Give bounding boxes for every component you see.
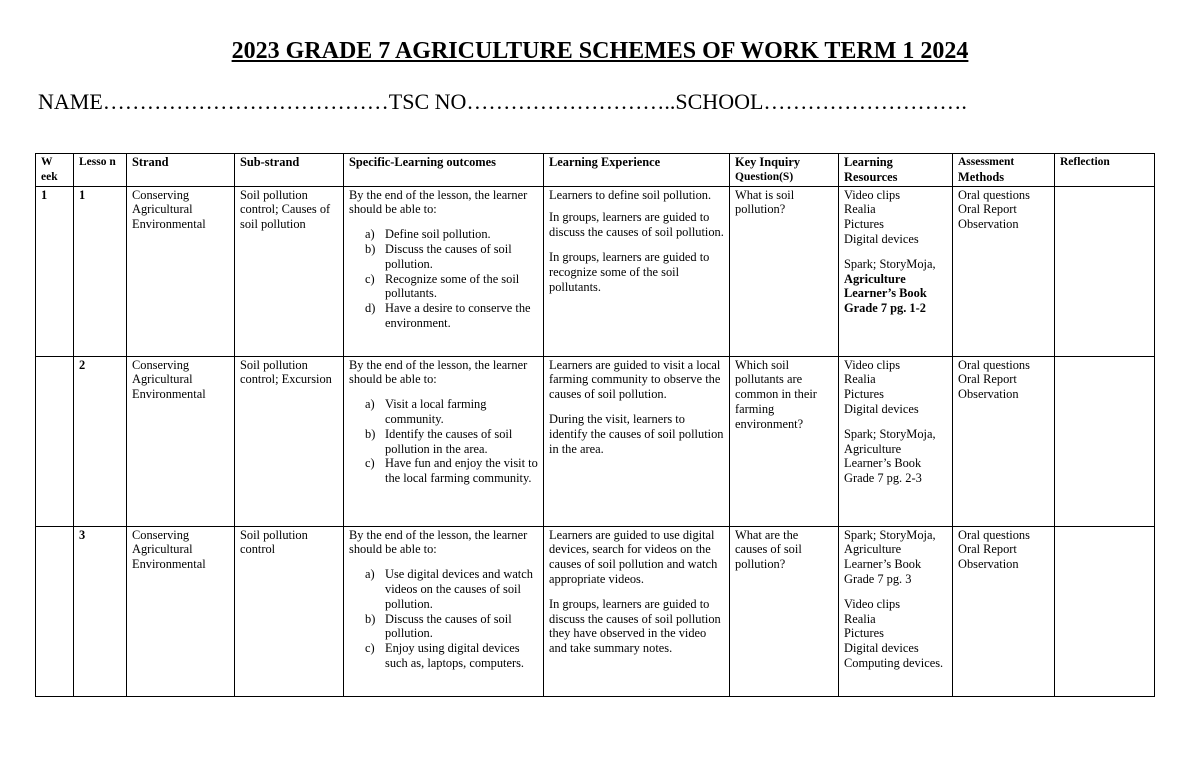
header-inquiry-line2: Question(S) <box>735 170 794 183</box>
outcome-text: Use digital devices and watch videos on the causes of soil pollution. <box>385 567 533 611</box>
document-title: 2023 GRADE 7 AGRICULTURE SCHEMES OF WORK TERM 1 2024 <box>231 38 969 64</box>
cell-strand: Conserving Agricultural Environmental <box>127 526 235 696</box>
outcomes-lead: By the end of the lesson, the learner should be able to: <box>349 527 528 557</box>
resource-item: Pictures <box>844 626 884 641</box>
header-week: W eek <box>36 154 74 187</box>
header-assessment-line1: Assessment <box>958 156 1015 168</box>
resource-item: Computing devices. <box>844 655 944 670</box>
resource-item: Digital devices <box>844 401 919 416</box>
outcome-text: Define soil pollution. <box>385 227 491 242</box>
outcome-mark: a) <box>365 397 375 412</box>
header-substrand: Sub-strand <box>235 154 344 187</box>
assessment-item: Oral questions <box>958 527 1030 542</box>
resource-book: Agriculture Learner’s Book Grade 7 pg. 1-2 <box>844 271 927 316</box>
resource-spark: Spark; StoryMoja, <box>844 256 936 271</box>
assessment-item: Oral questions <box>958 357 1030 372</box>
cell-outcomes <box>344 526 544 696</box>
cell-week <box>36 526 74 696</box>
resource-item: Video clips <box>844 357 901 372</box>
experience-paragraph: In groups, learners are guided to discuss the causes of soil pollution. <box>549 210 724 240</box>
outcome-text: Visit a local farming community. <box>385 397 487 426</box>
cell-strand: Conserving Agricultural Environmental <box>127 186 235 356</box>
outcome-item <box>349 427 538 457</box>
cell-experience <box>544 186 730 356</box>
outcome-text: Discuss the causes of soil pollution. <box>385 611 512 641</box>
outcome-item <box>349 227 538 242</box>
header-inquiry <box>730 154 839 187</box>
header-strand: Strand <box>127 154 235 187</box>
cell-inquiry: Which soil pollutants are common in their farming environment? <box>730 356 839 526</box>
cell-substrand: Soil pollution control; Excursion <box>235 356 344 526</box>
cell-substrand: Soil pollution control; Causes of soil pollution <box>235 186 344 356</box>
experience-paragraph: During the visit, learners to identify the causes of soil pollution in the area. <box>549 411 724 456</box>
cell-lesson: 2 <box>74 356 127 526</box>
outcome-mark: c) <box>365 641 375 656</box>
cell-outcomes <box>344 186 544 356</box>
outcomes-list <box>349 397 538 486</box>
cell-reflection <box>1055 186 1155 356</box>
outcome-mark: b) <box>365 426 376 441</box>
header-inquiry-line1: Key Inquiry <box>735 155 801 169</box>
outcome-text: Have fun and enjoy the visit to the local farming community. <box>385 456 538 486</box>
resource-item: Video clips <box>844 187 901 202</box>
experience-paragraph: In groups, learners are guided to discuss the causes of soil pollution they have observed in the video and take summary notes. <box>549 596 721 656</box>
resource-item: Realia <box>844 372 876 387</box>
outcome-mark: b) <box>365 241 376 256</box>
cell-week: 1 <box>36 186 74 356</box>
outcome-item <box>349 397 538 427</box>
outcome-item <box>349 612 538 642</box>
outcome-item <box>349 242 538 272</box>
header-resources-line2: Resources <box>844 169 898 184</box>
outcomes-lead: By the end of the lesson, the learner should be able to: <box>349 357 528 387</box>
header-reflection: Reflection <box>1055 154 1155 187</box>
cell-experience <box>544 356 730 526</box>
header-assessment-line2: Methods <box>958 169 1005 184</box>
outcome-mark: a) <box>365 227 375 242</box>
outcomes-list <box>349 567 538 671</box>
resource-item: Video clips <box>844 596 901 611</box>
cell-week <box>36 356 74 526</box>
outcomes-list <box>349 227 538 331</box>
resource-spark: Spark; StoryMoja, Agriculture Learner’s Book Grade 7 pg. 2-3 <box>844 426 936 486</box>
outcome-item <box>349 301 538 331</box>
assessment-item: Oral questions <box>958 187 1030 202</box>
resource-item: Realia <box>844 202 876 217</box>
cell-substrand: Soil pollution control <box>235 526 344 696</box>
cell-resources <box>839 186 953 356</box>
cell-reflection <box>1055 356 1155 526</box>
cell-outcomes <box>344 356 544 526</box>
resource-spark: Spark; StoryMoja, Agriculture Learner’s Book Grade 7 pg. 3 <box>844 527 936 586</box>
cell-lesson: 1 <box>74 186 127 356</box>
outcome-text: Discuss the causes of soil pollution. <box>385 241 512 271</box>
header-assessment <box>953 154 1055 187</box>
experience-paragraph: Learners are guided to use digital devices, search for videos on the causes of soil pollution and watch appropriate videos. <box>549 527 718 586</box>
assessment-item: Oral Report <box>958 372 1017 387</box>
cell-assessment <box>953 356 1055 526</box>
outcome-mark: c) <box>365 271 375 286</box>
resource-item: Digital devices <box>844 641 919 656</box>
name-tsc-school-line: NAME…………………………………TSC NO………………………..SCHOOL………………………. <box>38 89 967 114</box>
assessment-item: Observation <box>958 217 1019 232</box>
outcome-mark: b) <box>365 611 376 626</box>
outcome-item <box>349 456 538 486</box>
outcome-text: Identify the causes of soil pollution in the area. <box>385 426 513 456</box>
outcome-item <box>349 641 538 671</box>
cell-assessment <box>953 526 1055 696</box>
cell-resources <box>839 526 953 696</box>
outcome-text: Enjoy using digital devices such as, laptops, computers. <box>385 641 525 670</box>
outcome-mark: a) <box>365 567 375 582</box>
experience-paragraph: Learners to define soil pollution. <box>549 187 712 202</box>
outcome-mark: c) <box>365 456 375 471</box>
header-lesson: Lesso n <box>74 154 127 187</box>
outcome-text: Recognize some of the soil pollutants. <box>385 271 520 301</box>
resource-item: Pictures <box>844 217 884 232</box>
outcome-item <box>349 567 538 611</box>
header-resources <box>839 154 953 187</box>
table-header-row <box>36 154 1155 187</box>
assessment-item: Oral Report <box>958 542 1017 557</box>
table-row <box>36 356 1155 526</box>
resource-item: Realia <box>844 611 876 626</box>
cell-inquiry: What are the causes of soil pollution? <box>730 526 839 696</box>
cell-inquiry: What is soil pollution? <box>730 186 839 356</box>
experience-paragraph: In groups, learners are guided to recognize some of the soil pollutants. <box>549 249 710 294</box>
outcome-mark: d) <box>365 301 376 316</box>
header-experience: Learning Experience <box>544 154 730 187</box>
cell-assessment <box>953 186 1055 356</box>
assessment-item: Oral Report <box>958 202 1017 217</box>
cell-experience <box>544 526 730 696</box>
cell-resources <box>839 356 953 526</box>
cell-lesson: 3 <box>74 526 127 696</box>
outcome-text: Have a desire to conserve the environment. <box>385 301 531 330</box>
cell-strand: Conserving Agricultural Environmental <box>127 356 235 526</box>
header-resources-line1: Learning <box>844 155 893 169</box>
resource-item: Digital devices <box>844 231 919 246</box>
cell-reflection <box>1055 526 1155 696</box>
table-row <box>36 526 1155 696</box>
outcomes-lead: By the end of the lesson, the learner should be able to: <box>349 187 528 217</box>
schemes-of-work-table <box>35 153 1155 697</box>
table-row <box>36 186 1155 356</box>
assessment-item: Observation <box>958 387 1019 402</box>
resource-item: Pictures <box>844 387 884 402</box>
header-outcomes: Specific-Learning outcomes <box>344 154 544 187</box>
outcome-item <box>349 272 538 302</box>
experience-paragraph: Learners are guided to visit a local farming community to observe the causes of soil pollution. <box>549 357 721 402</box>
assessment-item: Observation <box>958 557 1019 572</box>
